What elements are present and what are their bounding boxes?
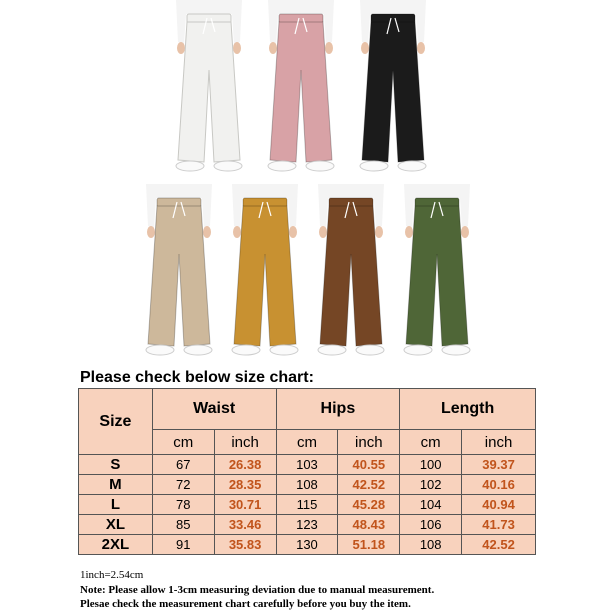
length-inch-cell: 40.94: [462, 495, 536, 515]
size-cell: XL: [79, 515, 153, 535]
unit-cell: cm: [276, 430, 338, 455]
pants-brown: [312, 184, 390, 368]
hips-inch-cell: 40.55: [338, 455, 400, 475]
size-cell: S: [79, 455, 153, 475]
hips-cm-cell: 130: [276, 535, 338, 555]
conversion-note: 1inch=2.54cm: [80, 569, 144, 581]
waist-cm-cell: 85: [152, 515, 214, 535]
pants-khaki: [140, 184, 218, 368]
length-inch-cell: 40.16: [462, 475, 536, 495]
waist-inch-cell: 26.38: [214, 455, 276, 475]
pants-white: [170, 0, 248, 184]
notes-block: [80, 568, 434, 612]
table-row: [79, 455, 536, 475]
length-cm-cell: 100: [400, 455, 462, 475]
hips-cm-cell: 115: [276, 495, 338, 515]
length-inch-cell: 42.52: [462, 535, 536, 555]
waist-cm-cell: 78: [152, 495, 214, 515]
unit-cell: inch: [214, 430, 276, 455]
size-chart-heading: Please check below size chart:: [80, 369, 314, 386]
header-row: [79, 389, 536, 430]
waist-inch-cell: 33.46: [214, 515, 276, 535]
hips-inch-cell: 48.43: [338, 515, 400, 535]
unit-cell: inch: [462, 430, 536, 455]
hips-cm-cell: 108: [276, 475, 338, 495]
waist-cm-cell: 67: [152, 455, 214, 475]
unit-cell: inch: [338, 430, 400, 455]
length-inch-cell: 41.73: [462, 515, 536, 535]
size-cell: M: [79, 475, 153, 495]
measurement-note: Note: Please allow 1-3cm measuring deviation due to manual measurement.: [80, 583, 435, 596]
waist-header: Waist: [152, 389, 276, 430]
pants-black: [354, 0, 432, 184]
waist-inch-cell: 28.35: [214, 475, 276, 495]
size-chart-table: [78, 388, 536, 555]
hips-inch-cell: 42.52: [338, 475, 400, 495]
hips-inch-cell: 51.18: [338, 535, 400, 555]
table-row: [79, 495, 536, 515]
size-header: Size: [79, 389, 153, 455]
check-note: Plesae check the measurement chart carefully before you buy the item.: [80, 598, 411, 610]
waist-inch-cell: 30.71: [214, 495, 276, 515]
hips-inch-cell: 45.28: [338, 495, 400, 515]
waist-inch-cell: 35.83: [214, 535, 276, 555]
unit-cell: cm: [152, 430, 214, 455]
size-cell: L: [79, 495, 153, 515]
waist-cm-cell: 91: [152, 535, 214, 555]
length-cm-cell: 106: [400, 515, 462, 535]
length-inch-cell: 39.37: [462, 455, 536, 475]
pants-pink: [262, 0, 340, 184]
table-row: [79, 535, 536, 555]
length-header: Length: [400, 389, 536, 430]
length-cm-cell: 108: [400, 535, 462, 555]
pants-mustard: [226, 184, 304, 368]
table-row: [79, 515, 536, 535]
size-cell: 2XL: [79, 535, 153, 555]
length-cm-cell: 102: [400, 475, 462, 495]
pants-army-green: [398, 184, 476, 368]
unit-cell: cm: [400, 430, 462, 455]
table-row: [79, 475, 536, 495]
waist-cm-cell: 72: [152, 475, 214, 495]
length-cm-cell: 104: [400, 495, 462, 515]
hips-cm-cell: 103: [276, 455, 338, 475]
hips-header: Hips: [276, 389, 400, 430]
hips-cm-cell: 123: [276, 515, 338, 535]
